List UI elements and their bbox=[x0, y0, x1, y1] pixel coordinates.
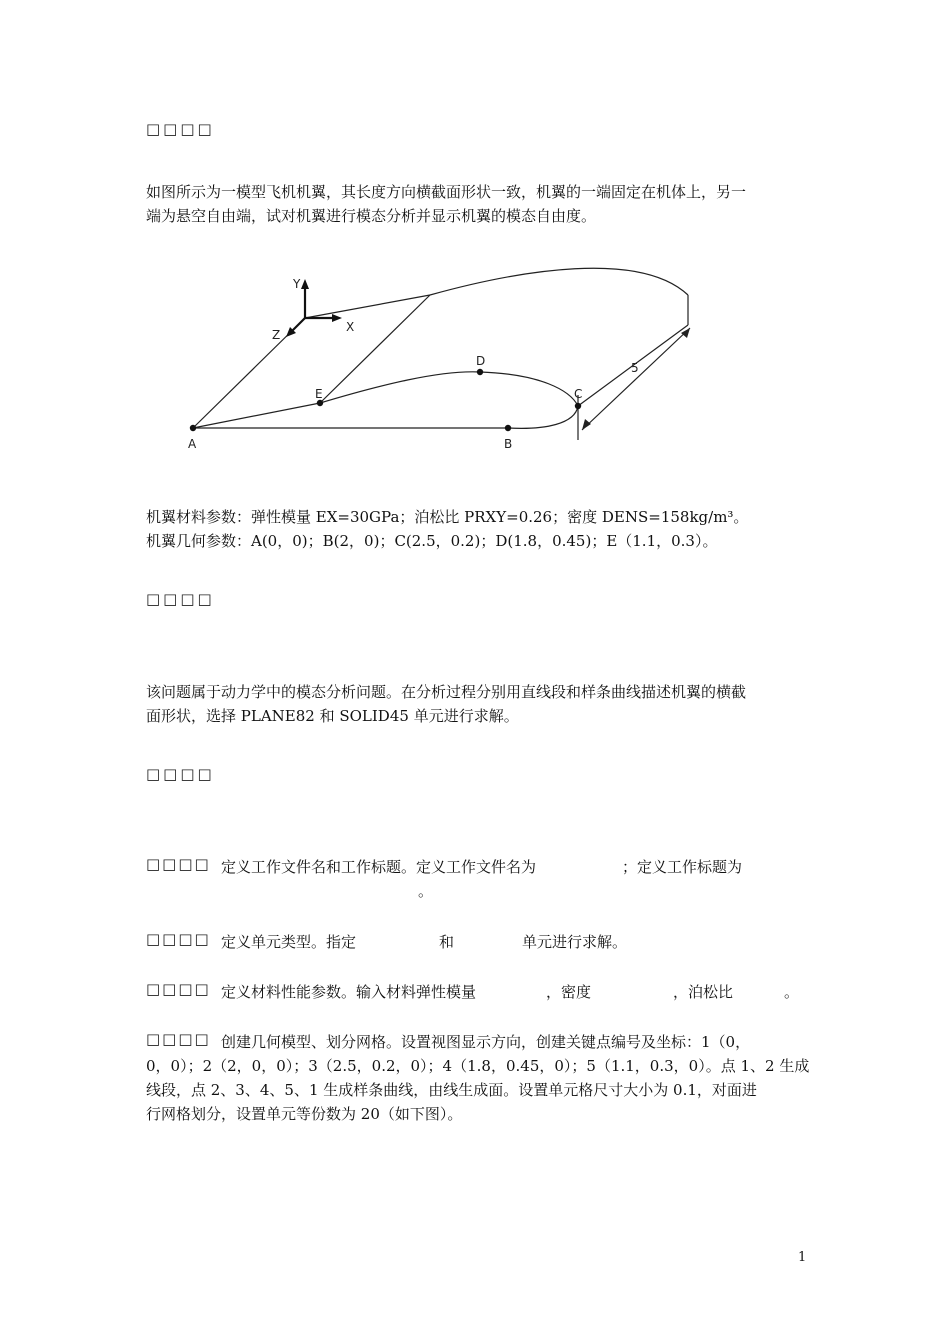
page-number: 1 bbox=[798, 1250, 807, 1265]
point-a-marker bbox=[190, 425, 196, 431]
wing-spar-line bbox=[320, 295, 430, 403]
front-upper-line bbox=[193, 403, 320, 428]
material-parameters: 机翼材料参数：弹性模量 EX=30GPa；泊松比 PRXY=0.26；密度 DENS=158kg/m³。 bbox=[146, 508, 749, 526]
step-1-text-a: 定义工作文件名和工作标题。定义工作文件名为 bbox=[221, 858, 537, 876]
point-d-marker bbox=[477, 369, 483, 375]
section-heading-1: □□□□ bbox=[146, 120, 215, 138]
point-c-label: C bbox=[574, 387, 583, 401]
step-3-label: □□□□ bbox=[146, 980, 211, 998]
step-1-text-b: ；定义工作标题为 bbox=[622, 858, 743, 876]
intro-line-1: 如图所示为一模型飞机机翼，其长度方向横截面形状一致，机翼的一端固定在机体上，另一 bbox=[146, 183, 747, 201]
wing-back-edge-line bbox=[305, 295, 430, 318]
point-c-marker bbox=[575, 403, 581, 409]
analysis-line-1: 该问题属于动力学中的模态分析问题。在分析过程分别用直线段和样条曲线描述机翼的横截 bbox=[146, 683, 747, 701]
step-3-text-a: 定义材料性能参数。输入材料弹性模量 bbox=[221, 983, 477, 1001]
section-heading-2: □□□□ bbox=[146, 590, 215, 608]
intro-paragraph bbox=[146, 180, 810, 228]
point-b-label: B bbox=[504, 437, 513, 451]
axis-x-label: X bbox=[346, 320, 355, 334]
wing-diagram bbox=[175, 262, 705, 457]
step-4-label: □□□□ bbox=[146, 1030, 211, 1048]
axis-y-label: Y bbox=[293, 277, 301, 291]
dimension-label: 5 bbox=[631, 361, 639, 375]
point-a-label: A bbox=[188, 437, 197, 451]
step-3-text-b: ，密度 bbox=[546, 983, 592, 1001]
step-4-line-3: 线段，点 2、3、4、5、1 生成样条曲线，由线生成面。设置单元格尺寸大小为 0.1，对面进 bbox=[146, 1081, 757, 1099]
geometry-parameters: 机翼几何参数：A(0，0)；B(2，0)；C(2.5，0.2)；D(1.8，0.45)；E（1.1，0.3）。 bbox=[146, 532, 718, 550]
dimension-arrow-start bbox=[582, 419, 591, 430]
step-2-text-b: 和 bbox=[439, 933, 455, 951]
x-axis-arrow-icon bbox=[332, 314, 342, 322]
front-upper-curve bbox=[320, 372, 578, 406]
step-2-label: □□□□ bbox=[146, 930, 211, 948]
step-3-text-c: ，泊松比 bbox=[673, 983, 734, 1001]
step-4-line-4: 行网格划分，设置单元等份数为 20（如下图）。 bbox=[146, 1105, 463, 1123]
point-b-marker bbox=[505, 425, 511, 431]
step-3-text-d: 。 bbox=[784, 983, 800, 1001]
point-d-label: D bbox=[476, 354, 486, 368]
front-lower-curve bbox=[508, 406, 578, 428]
step-1-label: □□□□ bbox=[146, 855, 211, 873]
intro-line-2: 端为悬空自由端，试对机翼进行模态分析并显示机翼的模态自由度。 bbox=[146, 207, 597, 225]
section-heading-3: □□□□ bbox=[146, 765, 215, 783]
axis-z-label: Z bbox=[272, 328, 281, 342]
y-axis-arrow-icon bbox=[301, 279, 309, 289]
analysis-paragraph bbox=[146, 680, 810, 728]
step-2-text-c: 单元进行求解。 bbox=[522, 933, 628, 951]
point-e-label: E bbox=[315, 387, 323, 401]
analysis-line-2: 面形状，选择 PLANE82 和 SOLID45 单元进行求解。 bbox=[146, 707, 519, 725]
step-4-line-1: 创建几何模型、划分网格。设置视图显示方向，创建关键点编号及坐标：1（0， bbox=[221, 1033, 751, 1051]
dimension-line bbox=[582, 328, 690, 430]
wing-back-profile-curve bbox=[430, 268, 688, 295]
parameters-block bbox=[146, 505, 810, 553]
step-4-continuation bbox=[146, 1054, 810, 1126]
step-1-text-c: 。 bbox=[418, 882, 434, 900]
step-2-text-a: 定义单元类型。指定 bbox=[221, 933, 357, 951]
step-4-line-2: 0，0）；2（2，0，0）；3（2.5，0.2，0）；4（1.8，0.45，0）；5（1.1，0.3，0）。点 1、2 生成 bbox=[146, 1057, 810, 1075]
